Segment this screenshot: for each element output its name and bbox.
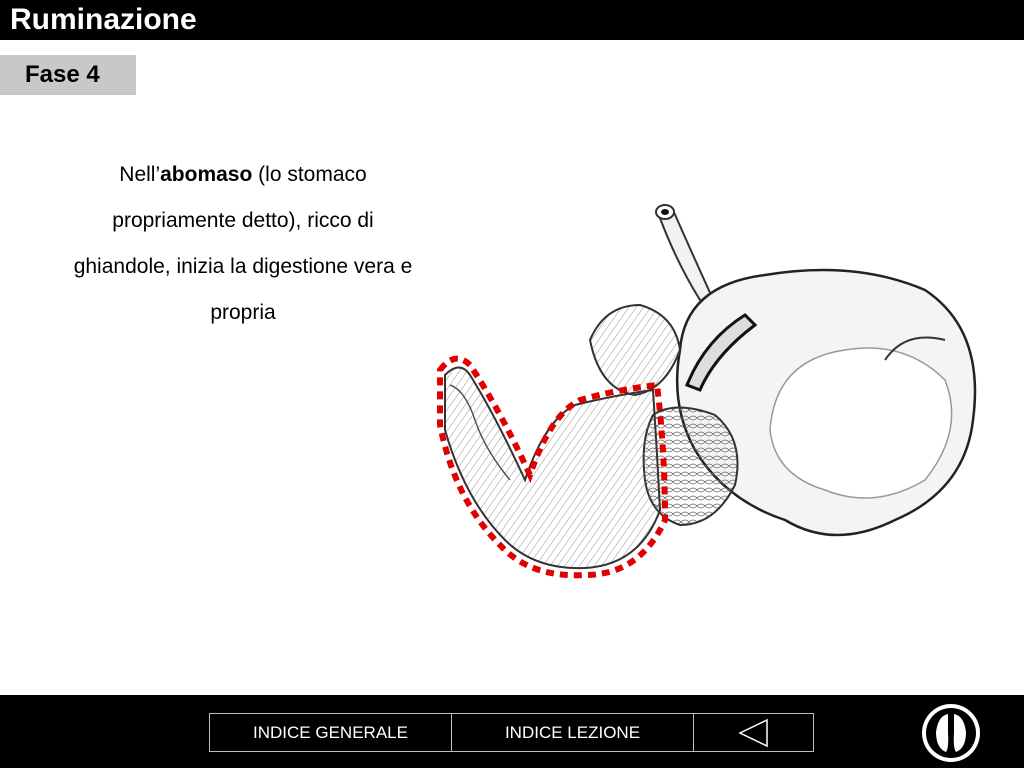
back-button[interactable] bbox=[694, 714, 813, 751]
description-rest: (lo stomaco propriamente detto), ricco di ghiandole, inizia la digestione vera e propria bbox=[73, 163, 413, 324]
nav-buttons bbox=[209, 713, 814, 752]
header-bar bbox=[0, 0, 1024, 40]
description-bold-term: abomaso bbox=[160, 163, 253, 186]
description-prefix: Nell’ bbox=[119, 163, 161, 186]
phase-tab bbox=[0, 55, 136, 95]
triangle-left-icon bbox=[737, 718, 771, 748]
description-text bbox=[68, 152, 418, 336]
stomach-illustration bbox=[425, 190, 995, 590]
page-title: Ruminazione bbox=[10, 3, 197, 36]
footer-bar bbox=[0, 695, 1024, 768]
general-index-button[interactable]: INDICE GENERALE bbox=[210, 714, 452, 751]
hoof-logo-icon[interactable] bbox=[920, 702, 982, 764]
phase-label: Fase 4 bbox=[25, 61, 100, 88]
lesson-index-button[interactable]: INDICE LEZIONE bbox=[452, 714, 694, 751]
